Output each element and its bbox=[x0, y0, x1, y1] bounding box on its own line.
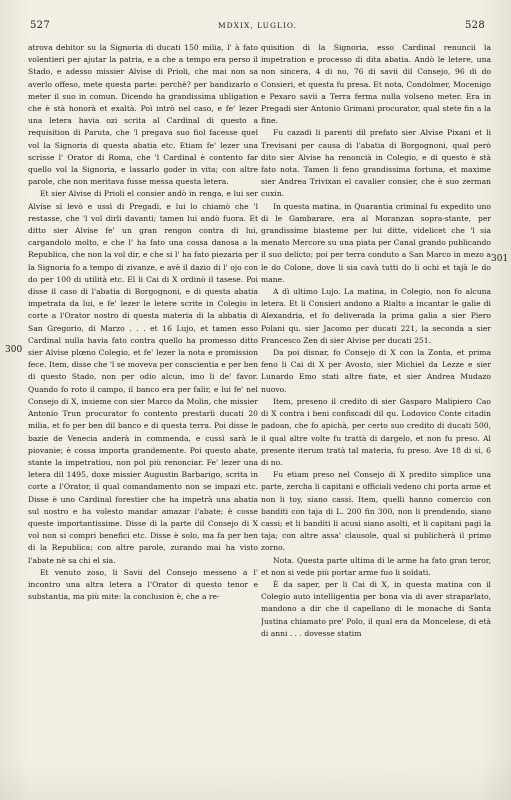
paragraph: Et venuto zoso, li Savii del Consejo messeno a l' incontro una altra letera a l'Orator di questo tenor e substantia, ma più mite: la conclusion è, che a re- bbox=[28, 567, 258, 602]
paragraph: quisition di la Signoria, esso Cardinal renuncii la impetration e processo di dita abatia. Andò le letere, una non sincera, 4 di no, 76 di savii dil Consejo, 96 di do Consieri, et questa fu presa. Et nota, Condolmer, Mocenigo e Pexaro savii a Terra ferma nulla volseno meter. Era in Pregadi sier Antonio Grimani procurator, qual stete fin a la fine. bbox=[261, 43, 491, 126]
page-number-left: 527 bbox=[30, 20, 50, 31]
running-head: MDXIX, LUGLIO. bbox=[217, 21, 298, 30]
paragraph: Et sier Alvise di Prioli el consier andò in renga, e lui ser Alvise si levò e ussì di Pregadi, e lui lo chiamò che 'l restasse, che 'l vol dirli davanti; tamen lui andò fuora. Et ditto sier Alvise fe' un gran rengon contra di lui, cargandolo molto, e che l' ha fato una cossa danosa a la Republica, che non la vol dir, e che si l' ha fato piezaria per la Signoria fo a tempo di zivanze, e avè il dazio di l' ojo con do per 100 di utilità etc. El li Cai di X ordinò il tasese. Poi disse il caso di l'abatia di Borgognoni, e di questa abatia impetrata da lui, e fe' lezer le letere scrite in Colegio in corte a l'Orator nostro di questa materia di la abbatia di San Gregorio, di Marzo . . . et 16 Lujo, et tamen esso Cardinal nulla havia fato contra quello ha promesso ditto sier Alvise plœno Colegio, et fe' lezer la nota e promission fece. Item, disse che 'l se moveva per conscientia e per ben di questo Stado, non per odio alcun, imo li de' favor. Quando fo roto il campo, il banco era per falir, e lui fe' nel Consejo di X, insieme con sier Marco da Molin, che missier Antonio Trun procurator fo contento prestarli ducati 20 milia, et fo per ben dil banco e di questa terra. Poi disse le bazie de Venecia anderà in commenda, e cussì sarà le piovanie; è cossa importa grandemente. Poi questo abate, stante la impetratiou, non pol più renonciar. Fe' lezer una letera dil 1495, doxe missier Augustin Barbarigo, scrita in corte a l'Orator, il qual comandamento non se impazi etc. Disse è uno Cardinal forestier che ha impetrà una abatia sul nostro e ha volesto mandar amazar l'abate; è cosse queste importantissime. Disse di la parte dil Consejo di X vol non si compri benefici etc. Disse è solo, ma fa per ben di la Republica; con altre parole, zurando mai ha visto l'abate nè sa chi el sia. bbox=[28, 189, 258, 565]
column-gutter bbox=[256, 42, 257, 742]
paragraph: In questa matina, in Quarantia criminal fu expedito uno di le Gambarare, era al Moranzan sopra-stante, per grandissime biasteme per lui ditte, videlicet che 'l sia menato Mercore su una piata per Canal grando publicando il suo delicto; poi per terra conduto a San Marco in mezo a le do Colone, dove li sia cavà tutti do li ochi et tajà le do mane. bbox=[261, 201, 491, 284]
paragraph: Nota. Questa parte ultima di le arme ha fato gran teror, et non si vede più portar arme fuo li soldati. bbox=[261, 555, 491, 577]
paragraph: A dì ultimo Lujo. La matina, in Colegio, non fo alcuna letera. Et li Consieri andono a Rialto a incantar le galie di Alexandria, et fo deliverada la prima galia a sier Piero Polani qu. sier Jacomo per ducati 221, la seconda a sier Francesco Zen di sier Alvise per ducati 251. bbox=[261, 287, 491, 345]
margin-number-left: 300 bbox=[5, 345, 23, 355]
paragraph: Fu cazadi li parenti dil prefato sier Alvise Pixani et li Trevisani per causa di l'abatia di Borgognoni, qual però dito sier Alvise ha renoncià in Colegio, e di questo è stà fato nota. Tamen li feno grandissima fortuna, et maxime sier Andrea Trivixan el cavalier consier, che è suo zerman cuxin. bbox=[261, 128, 491, 199]
page-shadow bbox=[0, 760, 511, 800]
paragraph: Item, preseno il credito di sier Gasparo Malipiero Cao di X contra i beni confiscadi dil qu. Lodovico Conte citadin padoan, che fo apichà, per certo suo credito di ducati 500, il qual altre volte fu trattà di dargelo, et non fu preso. Al presente iterum tratà tal materia, fu preso. Ave 18 di si, 6 di no. bbox=[261, 396, 491, 467]
page-header bbox=[30, 20, 485, 34]
paragraph: atrova debitor su la Signoria di ducati 150 milia, l' à fato volentieri per ajutar la patria, e a che a tempo era perso il Stado, e adesso missier Alvise di Prioli, che mai non sa averlo offeso, mete questa parte: perchè? per bandizarlo o meter il suo in comun. Dicendo ha grandissima ubligation che è stà honorà et exaltà. Poi intrò nel caso, e fe' lezer una letera havia ozi scrita al Cardinal di questo a requisition di Paruta, che 'l pregava suo fiol facesse quel vol la Signoria di questa abatia etc. Etiam fe' lezer una scrisse l' Orator di Roma, che 'l Cardinal è contento far quello vol la Signoria, e lassarlo goder in vita; con altre parole, che non meritava fusse messa questa letera. bbox=[28, 43, 258, 187]
margin-number-right: 301 bbox=[491, 254, 509, 264]
paragraph: Da poi disnar, fo Consejo di X con la Zonta, et prima feno li Cai di X per Avosto, sier Michiel da Lezze e sier Lunardo Emo stati altre fiate, et sier Andrea Mudazo nuovo. bbox=[261, 348, 491, 394]
page-number-right: 528 bbox=[465, 20, 485, 31]
right-column bbox=[261, 42, 491, 742]
paragraph: Fu etiam preso nel Consejo di X predito simplice una parte, zercha li capitani e officiali vedeno chi porta arme et non li toy, siano cassi. Item, quelli hanno comercio con banditi con taja di L. 200 fin 300, non li prendendo, siano cassi; et li banditi li acusi siano asolti, et li capitani pagi la taja; con altre assa' clausole, qual si publicherà il primo zorno. bbox=[261, 470, 491, 553]
left-column bbox=[28, 42, 258, 742]
paragraph: È da saper, per li Cai di X, in questa matina con il Colegio auto intelligentia per bona via di aver straparlato, mandono a dir che il capellano di le monache di Santa Justina chiamato pre' Polo, il qual era da Moncelese, di età di anni . . . dovesse statim bbox=[261, 579, 491, 638]
